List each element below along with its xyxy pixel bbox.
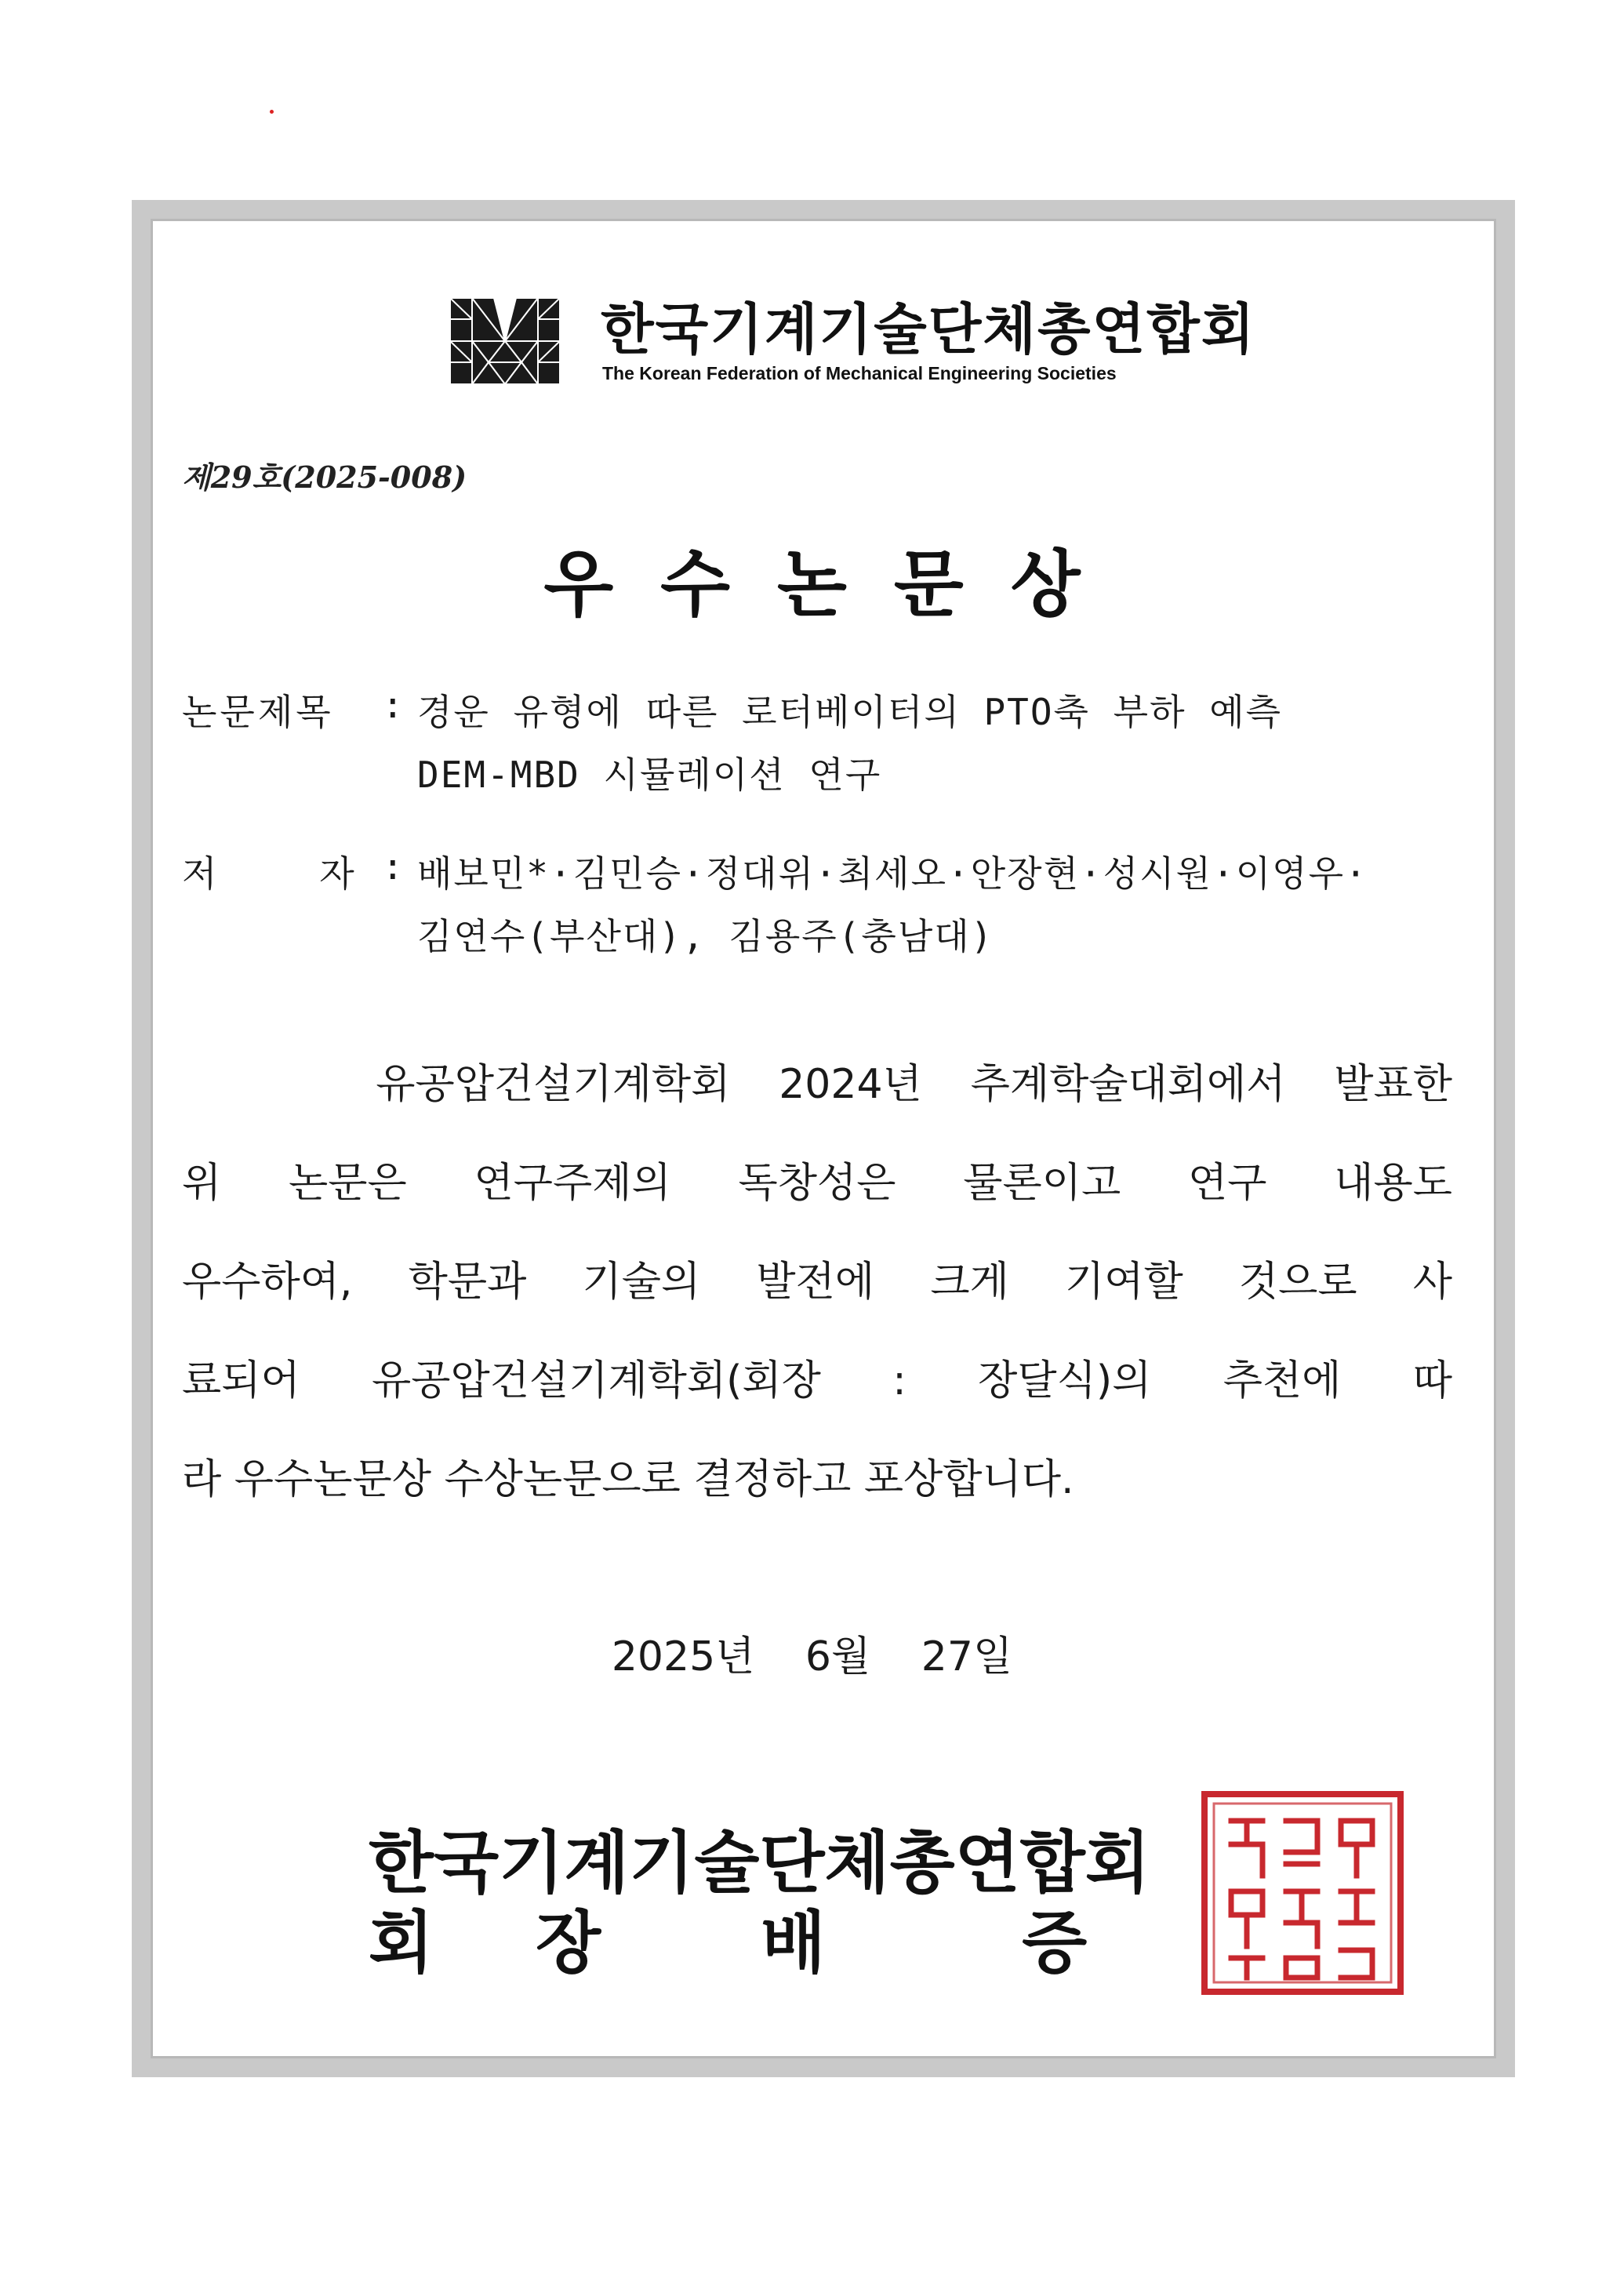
authors-line2: 김연수(부산대), 김용주(충남대) [417, 915, 994, 957]
signature-organization: 한국기계기술단체총연합회 [369, 1823, 1150, 1902]
official-seal-icon [1200, 1789, 1405, 1996]
signature-name: 배증 [761, 1903, 1284, 1982]
organization-name-korean: 한국기계기술단체총연합회 [601, 297, 1256, 361]
date-year: 2025년 [611, 1633, 755, 1680]
award-title: 우수논문상 [543, 542, 1128, 627]
authors-line1: 배보민*·김민승·정대위·최세오·안장현·성시원·이영우· [417, 852, 1368, 895]
body-line-3: 우수하여, 학문과 기술의 발전에 크게 기여할 것으로 사 [182, 1259, 1452, 1306]
paper-title-separator: : [382, 684, 404, 726]
date-day: 27일 [921, 1633, 1013, 1680]
paper-title-line2: DEM-MBD 시뮬레이션 연구 [417, 754, 882, 796]
paper-title-line1: 경운 유형에 따른 로터베이터의 PTO축 부하 예측 [417, 691, 1283, 733]
certificate-number: 제29호(2025-008) [182, 460, 467, 495]
paper-title-label: 논문제목 [182, 691, 334, 733]
body-line-1: 유공압건설기계학회 2024년 추계학술대회에서 발표한 [182, 1061, 1452, 1108]
authors-separator: : [382, 845, 404, 888]
red-mark-dot [270, 110, 274, 114]
body-line-5: 라 우수논문상 수상논문으로 결정하고 포상합니다. [182, 1456, 1074, 1503]
signature-role: 회장 [369, 1903, 703, 1982]
body-line-2: 위 논문은 연구주제의 독창성은 물론이고 연구 내용도 [182, 1160, 1452, 1207]
organization-header [450, 297, 1256, 384]
date-month: 6월 [805, 1633, 871, 1680]
organization-name-english: The Korean Federation of Mechanical Engineering Societies [602, 363, 1117, 383]
kfmes-logo-icon [450, 298, 560, 384]
authors-label: 저 자 [182, 852, 358, 895]
certificate-body [182, 1035, 1452, 1529]
body-line-4: 료되어 유공압건설기계학회(회장 : 장달식)의 추천에 따 [182, 1357, 1452, 1404]
award-date [0, 1623, 1624, 1682]
